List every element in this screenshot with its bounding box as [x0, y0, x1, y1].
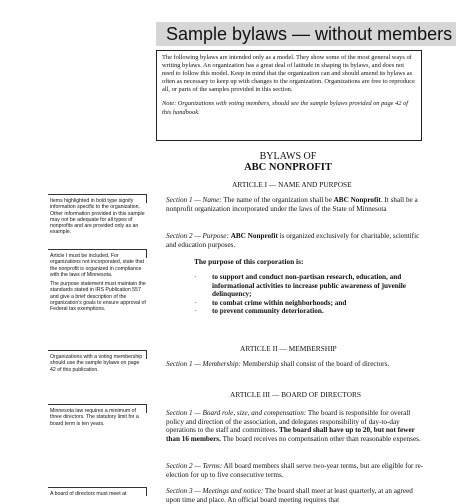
- section-label: Section 1 — Board role, size, and compensation:: [166, 409, 307, 417]
- section-label: Section 1 — Membership:: [166, 360, 241, 368]
- bullet: ·: [194, 307, 197, 316]
- article-1-heading: ARTICLE I — NAME AND PURPOSE: [232, 180, 352, 189]
- article-2-section-1: [166, 360, 426, 369]
- section-label: Section 2 — Purpose:: [166, 232, 229, 240]
- purpose-item-text: to prevent community deterioration.: [212, 307, 324, 316]
- purpose-item-text: to support and conduct non-partisan research, education, and informational activities to increase public awareness of juvenile delinquency;: [212, 273, 406, 299]
- purpose-item: [194, 307, 434, 316]
- purpose-list: [194, 273, 434, 316]
- margin-rule-tick: [146, 404, 147, 413]
- article-3-heading: ARTICLE III — BOARD OF DIRECTORS: [230, 390, 362, 399]
- purpose-heading: The purpose of this corporation is:: [194, 257, 304, 266]
- margin-note-text: Organizations with a voting membership should use the sample bylaws on page 42 of this publication.: [50, 354, 143, 373]
- section-text: . It shall be a nonprofit organization incorporated under the laws of the State of Minnesota: [166, 196, 418, 213]
- intro-box: [156, 50, 422, 141]
- section-org-name: ABC Nonprofit: [333, 196, 381, 204]
- article-3-section-3: [166, 487, 426, 504]
- article-2-heading: ARTICLE II — MEMBERSHIP: [240, 344, 337, 353]
- margin-rule: [48, 487, 147, 488]
- bylaws-title: [236, 151, 340, 173]
- section-text: The board is responsible for overall policy and direction of the association, and delegates responsibility of day-to-day operations to the staff and committees.: [166, 409, 411, 435]
- intro-note: Note: Organizations with voting members, should see the sample bylaws provided on page 42 of this handbook.: [162, 100, 409, 116]
- margin-note-membership: [50, 354, 146, 376]
- margin-note-bold-items: [50, 198, 146, 239]
- margin-rule-tick: [146, 194, 147, 203]
- margin-note-meetings: [50, 491, 146, 500]
- section-text: The name of the organization shall be: [221, 196, 334, 204]
- bullet: ·: [194, 273, 197, 281]
- margin-note-text: Minnesota law requires a minimum of three directors. The statutory limit for a board term is ten years.: [50, 408, 139, 427]
- purpose-item: [194, 273, 434, 299]
- margin-rule: [48, 404, 147, 405]
- margin-rule: [48, 194, 147, 195]
- section-text: Membership shall consist of the board of directors.: [240, 360, 390, 368]
- margin-rule-tick: [146, 350, 147, 359]
- intro-text: The following bylaws are intended only as a model. They show some of the most general ways of writing bylaws. An organization has a great deal of latitude in shaping its bylaws, and does not need to follow this model. Keep in mind that the organization can and should amend its bylaws as often as necessary to keep up with changes to the organization. Organizations are free to reproduce all, or parts of the samples provided in this section.: [162, 54, 415, 94]
- page-title: Sample bylaws — without members: [166, 24, 453, 44]
- margin-note-text: Items highlighted in bold type signify information specific to the organization. Other information provided in this sample may not be adequate for all types of nonprofits and are provided only as an example.: [50, 198, 145, 236]
- section-text: All board members shall serve two-year terms, but are eligible for re-election for up to five consecutive terms.: [166, 462, 424, 479]
- section-text: The board shall meet at least quarterly, at an agreed upon time and place. An official board meeting requires that: [166, 487, 413, 504]
- article-3-section-1: [166, 409, 426, 444]
- article-1-section-1: [166, 196, 426, 213]
- margin-note-text: A board of directors must meet at: [50, 491, 127, 497]
- purpose-item: [194, 299, 434, 308]
- margin-rule: [48, 350, 147, 351]
- margin-note-text: The purpose statement must maintain the standards stated in IRS Publication 557 and give a brief description of the organization's goals to ensure approval of Federal tax exemptions.: [50, 281, 146, 313]
- bylaws-heading: BYLAWS OF: [259, 151, 317, 162]
- margin-rule: [48, 249, 147, 250]
- article-3-section-2: [166, 462, 426, 479]
- margin-rule-tick: [146, 487, 147, 496]
- section-label: Section 2 — Terms:: [166, 462, 223, 470]
- purpose-item-text: to combat crime within neighborhoods; and: [212, 298, 347, 307]
- bullet: ·: [194, 298, 197, 307]
- section-org-name: ABC Nonprofit: [230, 232, 278, 240]
- margin-note-board-size: [50, 408, 146, 430]
- organization-name: ABC NONPROFIT: [244, 162, 332, 173]
- section-label: Section 3 — Meetings and notice:: [166, 487, 264, 495]
- section-label: Section 1 — Name:: [166, 196, 222, 204]
- margin-rule-tick: [146, 249, 147, 258]
- section-text: is organized exclusively for charitable, scientific and education purposes.: [166, 232, 420, 249]
- article-1-section-2: [166, 232, 426, 249]
- section-text: The board receives no compensation other than reasonable expenses.: [220, 435, 421, 444]
- margin-note-article-1: [50, 253, 146, 316]
- margin-note-text: Article I must be included. For organizations not incorporated, state that the nonprofit is organized in compliance with the laws of Minnesota.: [50, 253, 145, 278]
- section-bold-text: The board shall have up to 20, but not fewer than 16 members.: [166, 426, 415, 444]
